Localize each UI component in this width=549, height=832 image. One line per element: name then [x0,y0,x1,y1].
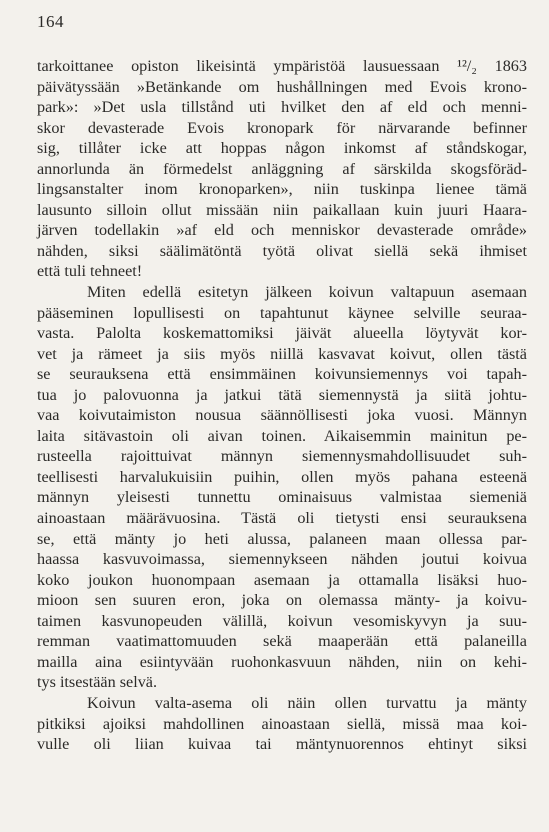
page-number: 164 [37,12,64,31]
text-line: pääseminen lopullisesti on tapahtunut käynee selville seuraa- [37,303,527,322]
text-line: taimen kasvunopeuden välillä, koivun vesomiskyvyn ja suu- [37,611,527,630]
text-line: tua jo palovuonna ja jatkui tätä siemennystä ja siitä johtu- [37,385,527,404]
body-text [37,56,527,755]
text-line: vasta. Palolta koskemattomiksi jäivät alueella löytyvät kor- [37,324,527,343]
text-line: järven todellakin »af eld och menniskor devasterade område» [37,221,527,240]
text-line: lingsanstalter inom kronoparken», niin tuskinpa lienee tämä [37,180,527,199]
text-line: männyn yleisesti tunnettu ominaisuus valmistaa siemeniä [37,488,527,507]
text-line: nähden, siksi säälimätöntä työtä olivat siellä sekä ihmiset [37,241,527,260]
text-line: remman vaatimattomuuden sekä maaperään että palaneilla [37,632,527,651]
text-line: päivätyssään »Betänkande om hushållningen med Evois krono- [37,77,527,96]
text-line: lausunto silloin ollut missään niin paikallaan kuin juuri Haara- [37,200,527,219]
text-line: mailla aina esiintyvään ruohonkasvuun nähden, niin on kehi- [37,652,527,671]
text-line: ainoastaan määrävuosina. Tästä oli tietysti ensi seurauksena [37,509,527,528]
text-line: rusteella rajoittuivat männyn siemennysmahdollisuudet suh- [37,447,527,466]
text-line: sig, tillåter icke att hoppas någon inkomst af ståndskogar, [37,139,527,158]
text-line: teellisesti harvalukuisiin puihin, ollen myös pahana esteenä [37,467,527,486]
text-line: tarkoittanee opiston likeisintä ympäristöä lausuessaan ¹²/₂ 1863 [37,57,527,75]
text-line: skor devasterade Evois kronopark för närvarande befinner [37,118,527,137]
text-line: vet ja rämeet ja siis myös niillä kasvavat koivut, ollen tästä [37,344,527,363]
text-line: tys itsestään selvä. [37,673,158,692]
text-line: park»: »Det usla tillstånd uti hvilket den af eld och menni- [37,98,527,117]
text-line: laita sitävastoin oli aivan toinen. Aikaisemmin mainitun pe- [37,426,527,445]
text-line: Koivun valta-asema oli näin ollen turvattu ja mänty [87,693,527,712]
text-line: vulle oli liian kuivaa tai mäntynuorennos ehtinyt siksi [37,735,527,754]
text-line: koko joukon huonompaan asemaan ja ottamalla lisäksi huo- [37,570,527,589]
text-line: että tuli tehneet! [37,262,143,281]
text-line: Miten edellä esitetyn jälkeen koivun valtapuun asemaan [87,283,527,302]
text-line: pitkiksi ajoiksi mahdollinen ainoastaan siellä, missä maa koi- [37,714,527,733]
text-line: annorlunda än förmedelst anläggning af särskilda skogsföräd- [37,159,527,178]
text-line: vaa koivutaimiston nousua säännöllisesti joka vuosi. Männyn [37,406,527,425]
text-line: haassa kasvuvoimassa, siemennykseen nähden joutui koivua [37,550,527,569]
text-line: se, että mänty jo heti alussa, palaneen maan ollessa par- [37,529,527,548]
text-line: se seurauksena että ensimmäinen koivunsiemennys voi tapah- [37,365,527,384]
text-line: mioon sen suuren eron, joka on olemassa mänty- ja koivu- [37,591,527,610]
